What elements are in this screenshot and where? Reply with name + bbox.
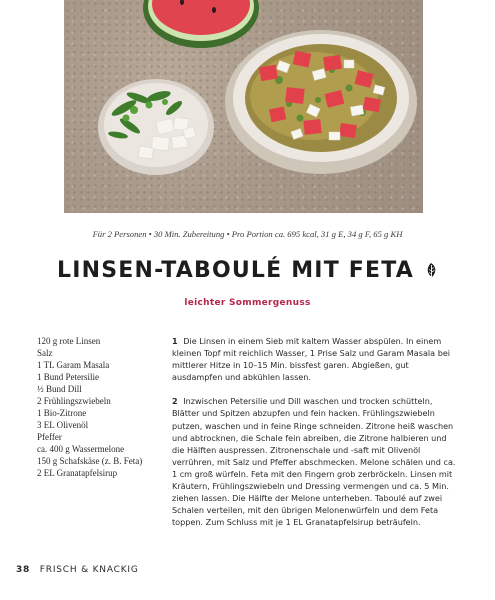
food-illustration <box>64 0 423 213</box>
nutrition-info: Pro Portion ca. 695 kcal, 31 g E, 34 g F, 65 g KH <box>231 229 403 239</box>
step-number: 2 <box>172 396 178 407</box>
servings: Für 2 Personen <box>92 229 147 239</box>
page-number: 38 <box>16 565 31 575</box>
herb-feta-plate <box>98 79 214 175</box>
prep-time: 30 Min. Zubereitung <box>153 229 225 239</box>
preparation-steps <box>172 335 458 540</box>
ingredient-item: Salz <box>37 348 53 358</box>
ingredient-item: 1 Bund Petersilie <box>37 372 99 382</box>
ingredient-item: ½ Bund Dill <box>37 384 82 394</box>
ingredient-item: 1 Bio-Zitrone <box>37 408 87 418</box>
title-row <box>0 258 495 283</box>
recipe-meta-line <box>0 229 495 239</box>
step-text: Die Linsen in einem Sieb mit kaltem Wasser abspülen. In einem kleinen Topf mit reichlich Wasser, 1 Prise Salz und Garam Masala bei mittlerer Hitze in 10–15 Min. bissfest garen. Abgießen, gut ausdampfen und abkühlen lassen. <box>172 336 451 383</box>
ingredient-item: 120 g rote Linsen <box>37 336 101 346</box>
ingredient-item: 1 TL Garam Masala <box>37 360 110 370</box>
meta-separator: • <box>148 229 152 239</box>
ingredient-item: 2 Frühlingszwiebeln <box>37 396 111 406</box>
leaf-icon <box>424 262 438 279</box>
ingredient-item: 3 EL Olivenöl <box>37 420 89 430</box>
ingredient-item: 2 EL Granatapfelsirup <box>37 468 118 478</box>
step-1 <box>172 335 458 383</box>
recipe-subtitle: leichter Sommergenuss <box>184 298 311 308</box>
tabbouleh-bowl <box>225 30 417 174</box>
watermelon-slice <box>143 0 259 48</box>
recipe-photo <box>64 0 423 213</box>
ingredient-item: ca. 400 g Wassermelone <box>37 444 125 454</box>
step-text: Inzwischen Petersilie und Dill waschen und trocken schütteln, Blätter und Spitzen abzupfen und fein hacken. Frühlingszwiebeln putzen, waschen und in feine Ringe schneiden. Zitrone heiß waschen und abtrocknen, die Schale fein abreiben, die Zitrone halbieren und die Hälften auspressen. Zitronenschale und -saft mit Olivenöl verrühren, mit Salz und Pfeffer abschmecken. Melone schälen und ca. 1 cm groß würfeln. Feta mit den Fingern grob zerbröckeln. Linsen mit Kräutern, Frühlingszwiebeln und Dressing vermengen und ca. 5 Min. ziehen lassen. Die Hälfte der Melone unterheben. Taboulé auf zwei Schalen verteilen, mit den übrigen Melonenwürfeln und dem Feta toppen. Zum Schluss mit je 1 EL Granatapfelsirup beträufeln. <box>172 396 456 528</box>
step-number: 1 <box>172 336 178 346</box>
ingredient-item: 150 g Schafskäse (z. B. Feta) <box>37 456 143 466</box>
chapter-name: FRISCH & KNACKIG <box>39 565 139 575</box>
page-footer <box>16 565 139 575</box>
step-2 <box>172 395 458 528</box>
ingredient-item: Pfeffer <box>37 432 62 442</box>
meta-separator: • <box>226 229 230 239</box>
recipe-title: LINSEN-TABOULÉ MIT FETA <box>57 258 414 283</box>
ingredients-list <box>37 335 162 479</box>
